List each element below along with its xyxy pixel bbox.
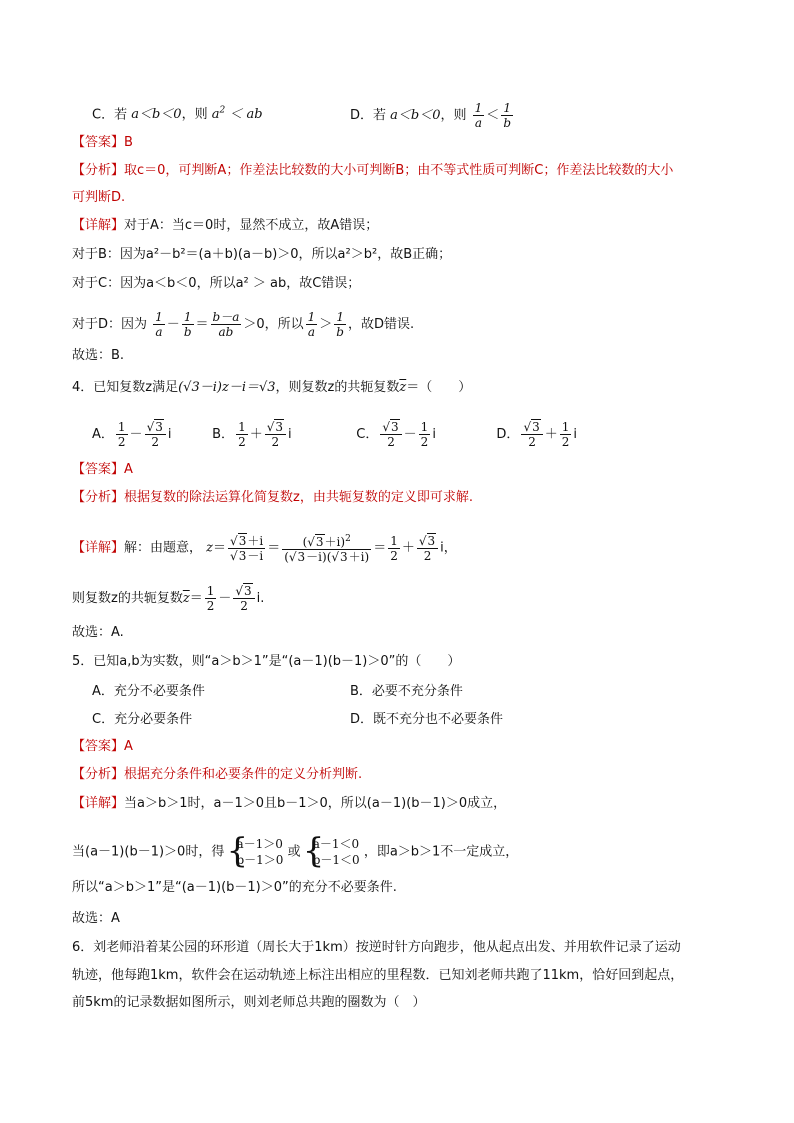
fraction: $\frac{√3}{2}$ [380,420,401,449]
q5-stem [72,652,460,672]
q5-option-d [350,710,503,730]
q3-detail-b [72,245,451,265]
q3-answer [72,133,133,153]
option-label: A． [92,427,114,442]
choice-text: 故选：A [72,911,120,926]
q5-choice [72,909,120,929]
detail-text: 对于C：因为a＜b＜0，所以a² ＞ ab，故C错误； [72,276,361,291]
option-label: D．既不充分也不必要条件 [350,712,504,727]
detail-tag: 【详解】 [72,796,125,811]
fraction: $\frac{√3}{2}$ [233,584,254,613]
detail-text: 所以“a＞b＞1”是“(a－1)(b－1)＞0”的充分不必要条件. [72,880,397,895]
answer-tag: 【答案】 [72,739,125,754]
detail-text: 则复数z的共轭复数 [72,591,183,606]
fraction: $\frac{1}{2}$ [561,420,570,449]
q4-option-b: B． $\frac{1}{2}$ ＋ $\frac{√3}{2}$ i [212,420,292,449]
detail-text: 或 [287,844,301,860]
system-brace: { a－1＞0 b－1＞0 [228,836,283,868]
analysis-tag: 【分析】 [72,767,125,782]
answer-value: A [124,462,133,477]
question-text: 前5km的记录数据如图所示，则刘老师总共跑的圈数为（ ） [72,995,426,1010]
fraction: $\frac{√3}{2}$ [417,534,438,563]
q5-detail-1 [72,794,506,814]
answer-value: A [124,739,133,754]
option-label: D． [496,427,520,442]
question-text: 4．已知复数z满足 [72,380,179,395]
detail-text: 解：由题意， [124,540,203,556]
question-text: 5．已知a,b为实数，则“a＞b＞1”是“(a－1)(b－1)＞0”的（ ） [72,654,461,669]
detail-text: 对于D：因为 [72,317,148,332]
fraction: $\frac{√3}{2}$ [265,420,286,449]
choice-text: 故选：B. [72,348,125,363]
fraction: $\frac{1}{2}$ [117,420,126,449]
option-label: C．充分必要条件 [92,712,193,727]
detail-text: ，故D错误. [347,317,415,332]
detail-text: 对于A：当c＝0时，显然不成立，故A错误； [124,218,379,233]
system-brace: { a－1＜0 b－1＜0 [305,836,360,868]
fraction: $\frac{1}{2}$ [420,420,429,449]
answer-tag: 【答案】 [72,462,125,477]
detail-text: ＞0，所以 [243,317,304,332]
q4-answer [72,460,133,480]
q5-answer [72,737,133,757]
conjugate-symbol: $\overline{z}$ [182,591,190,606]
fraction: $\frac{√3}{2}$ [521,420,542,449]
question-text: 轨迹，他每跑1km，软件会在运动轨迹上标注出相应的里程数．已知刘老师共跑了11km，恰好回到起点， [72,968,684,983]
fraction: $\frac{(√3+i)^2}{(√3-i)(√3+i)}$ [284,534,370,564]
equation: (√3－i)z－i＝√3 [178,380,276,395]
q5-analysis [72,765,362,785]
fraction: $\frac{1}{a}$ [307,310,316,339]
fraction: $\frac{√3+i}{√3-i}$ [230,533,264,563]
detail-tag: 【详解】 [72,540,125,556]
option-label: B．必要不充分条件 [350,684,463,699]
q3-detail-a [72,216,378,236]
answer-value: B [124,135,133,150]
analysis-tag: 【分析】 [72,163,125,178]
q5-detail-3 [72,878,397,898]
detail-text: 对于B：因为a²－b²＝(a＋b)(a－b)＞0，所以a²＞b²，故B正确； [72,247,452,262]
q3-option-d: D．若 a＜b＜0，则 $\frac{1}{a}$ ＜ $\frac{1}{b}$ [350,101,511,130]
q5-option-a [92,682,205,702]
analysis-text: 根据复数的除法运算化简复数z，由共轭复数的定义即可求解. [124,490,473,505]
analysis-text: 取c＝0，可判断A；作差法比较数的大小可判断B；由不等式性质可判断C；作差法比较数的大小 [124,163,674,178]
q4-choice [72,623,124,643]
q3-option-d-math: a＜b＜0，则 [390,108,467,123]
analysis-tag: 【分析】 [72,490,125,505]
q3-analysis-2 [72,188,125,208]
variable: z [206,540,214,556]
option-label: A．充分不必要条件 [92,684,205,699]
option-label: C．若 [92,107,128,123]
question-text: ，则复数z的共轭复数 [275,380,400,395]
q3-option-c-math: a＜b＜0，则 $a^2$ ＜ ab [131,106,263,123]
fraction: $\frac{1}{a}$ [474,101,483,130]
fraction: $\frac{√3}{2}$ [145,420,166,449]
q4-options [92,420,577,449]
analysis-text: 根据充分条件和必要条件的定义分析判断. [124,767,363,782]
fraction: $\frac{1}{2}$ [238,420,246,449]
question-text: 6．刘老师沿着某公园的环形道（周长大于1km）按逆时针方向跑步，他从起点出发、并用软件记录了运动 [72,940,681,955]
detail-text: 当(a－1)(b－1)＞0时，得 [72,844,225,860]
fraction: $\frac{1}{2}$ [390,533,398,563]
option-label: B． [212,427,235,442]
fraction: $\frac{1}{b}$ [503,101,511,130]
q3-choice [72,346,124,366]
q4-analysis [72,488,473,508]
q4-option-d: D． $\frac{√3}{2}$ ＋ $\frac{1}{2}$ i [496,420,578,449]
detail-tag: 【详解】 [72,218,125,233]
fraction: $\frac{1}{b}$ [183,310,192,339]
fraction: $\frac{1}{a}$ [155,310,163,339]
q3-detail-c [72,274,360,294]
detail-text: ，即a＞b＞1不一定成立， [363,844,519,860]
q6-line-3 [72,993,425,1013]
option-label: D．若 [350,108,387,123]
q4-detail: 【详解】解：由题意， z＝ $\frac{√3+i}{√3-i}$ ＝ $\frac{(√3+i)^2}{(√3-i)(√3+i)}$ ＝ $\frac{1}{2}$ ＋ $\frac{√3}{2}$ i， [72,533,457,564]
conjugate-symbol: $\overline{z}$ [399,380,407,395]
option-label: C． [356,427,379,442]
q3-detail-d: 对于D：因为 $\frac{1}{a}$ － $\frac{1}{b}$ ＝ $\frac{b-a}{ab}$ ＞0，所以 $\frac{1}{a}$ ＞ $\frac{1}{b}$ ，故D错误. [72,310,415,339]
q4-option-a: A． $\frac{1}{2}$ － $\frac{√3}{2}$ i [92,420,172,449]
q5-option-c [92,710,192,730]
q5-option-b [350,682,463,702]
fraction: $\frac{1}{b}$ [336,310,344,339]
analysis-text: 可判断D. [72,190,126,205]
detail-text: 当a＞b＞1时，a－1＞0且b－1＞0，所以(a－1)(b－1)＞0成立， [124,796,507,811]
q3-analysis-1 [72,161,673,181]
fraction: $\frac{1}{2}$ [206,584,215,613]
q4-conjugate: 则复数z的共轭复数$\overline{z}=$ $\frac{1}{2}$ － $\frac{√3}{2}$ i. [72,584,265,613]
q5-detail-2 [72,836,518,868]
question-text: ＝（ ） [406,380,472,395]
q6-line-2 [72,966,683,986]
answer-tag: 【答案】 [72,135,125,150]
q4-option-c: C． $\frac{√3}{2}$ － $\frac{1}{2}$ i [356,420,436,449]
fraction: $\frac{b-a}{ab}$ [212,310,240,339]
q6-line-1 [72,938,681,958]
q3-option-c [92,101,263,125]
choice-text: 故选：A. [72,625,124,640]
q4-stem [72,378,471,398]
